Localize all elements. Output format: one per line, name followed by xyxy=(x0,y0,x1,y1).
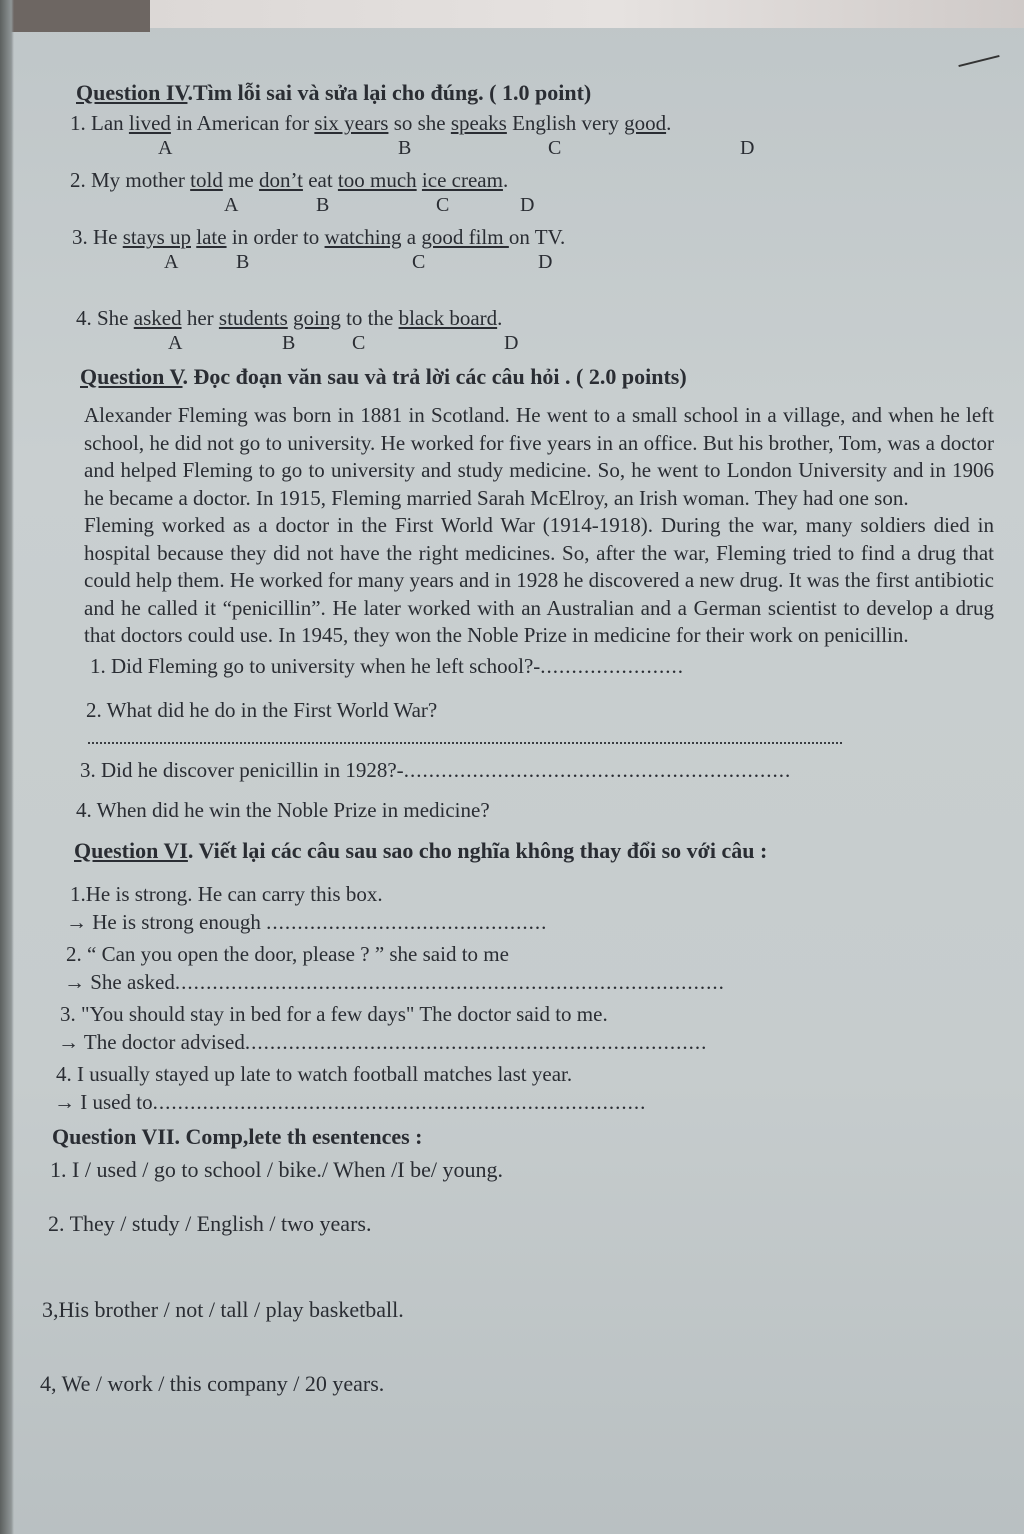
reading-passage-paragraph-2: Fleming worked as a doctor in the First World War (1914-1918). During the war, many soldiers died in hospital because they did not have the right medicines. So, after the war, Fleming tried to find a drug that could help them. He worked for many years and in 1928 he discovered a new drug. It was the first antibiotic and he called it “penicillin”. He later worked with an Australian and a German scientist to develop a drug that doctors could use. In 1945, they won the Noble Prize in medicine for their work on penicillin. xyxy=(84,513,994,647)
rewrite-item-3-question: 3. "You should stay in bed for a few days" The doctor said to me. xyxy=(60,1001,608,1026)
reading-question-3: 3. Did he discover penicillin in 1928?-.............................................................. xyxy=(80,757,792,782)
q4-item-3: 3. He stays up late in order to watching a good film on TV. A B C D xyxy=(72,224,1000,281)
question-iv-heading: Question IV.Tìm lỗi sai và sửa lại cho đúng. ( 1.0 point) xyxy=(76,80,592,105)
rewrite-item-3-answer[interactable]: → The doctor advised.......................................................................... xyxy=(58,1029,708,1054)
reading-passage-paragraph-1: Alexander Fleming was born in 1881 in Scotland. He went to a small school in a village, and when he left school, he did not go to university. He worked for five years in an office. But his brother, Tom, was a doctor and helped Fleming to go to university and study medicine. So, he went to London University and in 1906 he became a doctor. In 1915, Fleming married Sarah McElroy, an Irish woman. They had one son. xyxy=(84,403,994,510)
reading-question-4: 4. When did he win the Noble Prize in medicine? xyxy=(76,797,490,822)
q4-item-1: 1. Lan lived in American for six years so she speaks English very good. A B C D xyxy=(70,110,1000,167)
rewrite-item-1-answer[interactable]: → He is strong enough ............................................. xyxy=(66,909,548,934)
complete-item-4: 4, We / work / this company / 20 years. xyxy=(40,1370,385,1396)
question-vi-heading: Question VI. Viết lại các câu sau sao cho nghĩa không thay đổi so với câu : xyxy=(74,837,768,863)
q4-item-1-options: A B C D xyxy=(158,137,755,159)
photo-background-top xyxy=(0,0,1024,28)
pen-mark xyxy=(958,55,999,67)
rewrite-item-4-question: 4. I usually stayed up late to watch football matches last year. xyxy=(56,1061,573,1086)
q4-item-3-options: A B C D xyxy=(164,251,553,273)
complete-item-3: 3,His brother / not / tall / play basketball. xyxy=(42,1296,404,1322)
question-vii-heading: Question VII. Comp,lete th esentences : xyxy=(52,1123,423,1149)
reading-question-2: 2. What did he do in the First World War? xyxy=(86,697,438,722)
paper-fold-edge xyxy=(0,0,14,1534)
q4-item-4-options: A B C D xyxy=(168,332,519,354)
q4-item-4: 4. She asked her students going to the black board. A B C D xyxy=(76,305,1000,362)
rewrite-item-2-question: 2. “ Can you open the door, please ? ” she said to me xyxy=(66,941,509,966)
q4-item-2: 2. My mother told me don’t eat too much ice cream. A B C D xyxy=(70,167,1000,224)
photo-background-dark-corner xyxy=(0,0,150,32)
worksheet-page xyxy=(40,80,1000,1398)
rewrite-item-1-question: 1.He is strong. He can carry this box. xyxy=(70,881,383,906)
question-v-heading: Question V. Đọc đoạn văn sau và trả lời các câu hỏi . ( 2.0 points) xyxy=(80,364,687,389)
rewrite-item-4-answer[interactable]: → I used to............................................................................... xyxy=(54,1089,647,1114)
complete-item-1: 1. I / used / go to school / bike./ When /I be/ young. xyxy=(50,1156,503,1182)
reading-question-1: 1. Did Fleming go to university when he left school?-....................... xyxy=(90,653,685,678)
q4-item-2-options: A B C D xyxy=(224,194,535,216)
complete-item-2: 2. They / study / English / two years. xyxy=(48,1210,372,1236)
rewrite-item-2-answer[interactable]: → She asked........................................................................................ xyxy=(64,969,725,994)
